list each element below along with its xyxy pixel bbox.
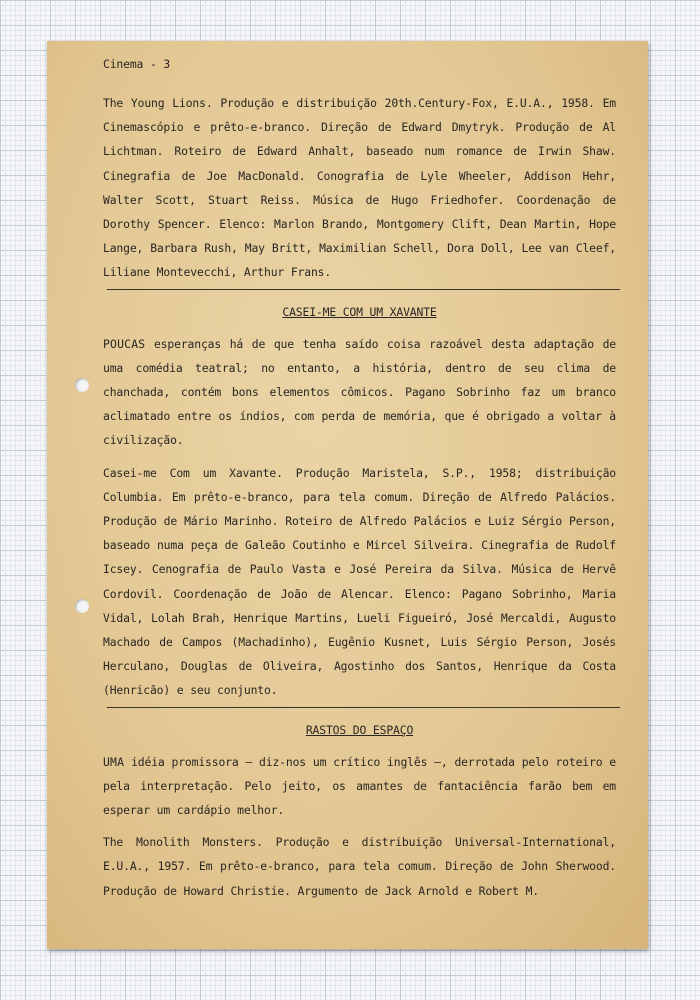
section-title-casei-me: CASEI-ME COM UM XAVANTE	[282, 304, 437, 319]
credits-casei-me: Casei-me Com um Xavante. Produção Maristela, S.P., 1958; distribuição Columbia. Em prêto-e-branco, para tela comum. Direção de Alfredo Palácios. Produção de Mário Marinho. Roteiro de Alfredo Palácios e Luiz Sérgio Person, baseado numa peça de Galeão Coutinho e Mircel Silveira. Cinegrafia de Rudolf Icsey. Cenografia de Paulo Vasta e José Pereira da Silva. Música de Hervê Cordovil. Coordenação de João de Alencar. Elenco: Pagano Sobrinho, Maria Vidal, Lolah Brah, Henrique Martins, Lueli Figueiró, José Mercaldi, Augusto Machado de Campos (Machadinho), Eugênio Kusnet, Luis Sérgio Person, Josés Herculano, Douglas de Oliveira, Agostinho dos Santos, Henrique da Costa (Henricão) e seu conjunto.	[103, 465, 616, 698]
review-text: idéia promissora — diz-nos um crítico inglês —, derrotada pelo roteiro e pela interpretação. Pelo jeito, os amantes de fantaciência farão bem em esperar um cardápio melhor.	[103, 754, 616, 818]
review-text: esperanças há de que tenha saído coisa razoável desta adaptação de uma comédia teatral; no entanto, a história, dentro de seu clima de chanchada, contém bons elementos cômicos. Pagano Sobrinho faz um branco aclimatado entre os índios, com perda de memória, que é obrigado a voltar à civilização.	[103, 336, 616, 448]
section-title-rastos: RASTOS DO ESPAÇO	[305, 722, 414, 737]
credits-monolith-monsters: The Monolith Monsters. Produção e distribuição Universal-International, E.U.A., 1957. Em prêto-e-branco, para tela comum. Direção de John Sherwood. Produção de Howard Christie. Argumento de Jack Arnold e Robert M.	[103, 835, 616, 898]
credits-young-lions: The Young Lions. Produção e distribuição 20th.Century-Fox, E.U.A., 1958. Em Cinemascópio e prêto-e-branco. Direção de Edward Dmytryk. Produção de Al Lichtman. Roteiro de Edward Anhalt, baseado num romance de Irwin Shaw. Cinegrafia de Joe MacDonald. Conografia de Lyle Wheeler, Addison Hehr, Walter Scott, Stuart Reiss. Música de Hugo Friedhofer. Coordenação de Dorothy Spencer. Elenco: Marlon Brando, Montgomery Clift, Dean Martin, Hope Lange, Barbara Rush, May Britt, Maximilian Schell, Dora Doll, Lee van Cleef, Liliane Montevecchi, Arthur Frans.	[103, 96, 616, 280]
review-rastos	[103, 750, 616, 823]
review-lead-word: UMA	[103, 754, 125, 769]
typewritten-sheet	[47, 41, 648, 949]
punch-hole-top	[75, 378, 89, 392]
section-divider	[107, 707, 620, 708]
page-header: Cinema - 3	[103, 57, 171, 71]
punch-hole-bottom	[75, 599, 89, 613]
section-divider	[107, 289, 620, 290]
review-lead-word: POUCAS	[103, 336, 146, 351]
review-casei-me	[103, 332, 616, 453]
